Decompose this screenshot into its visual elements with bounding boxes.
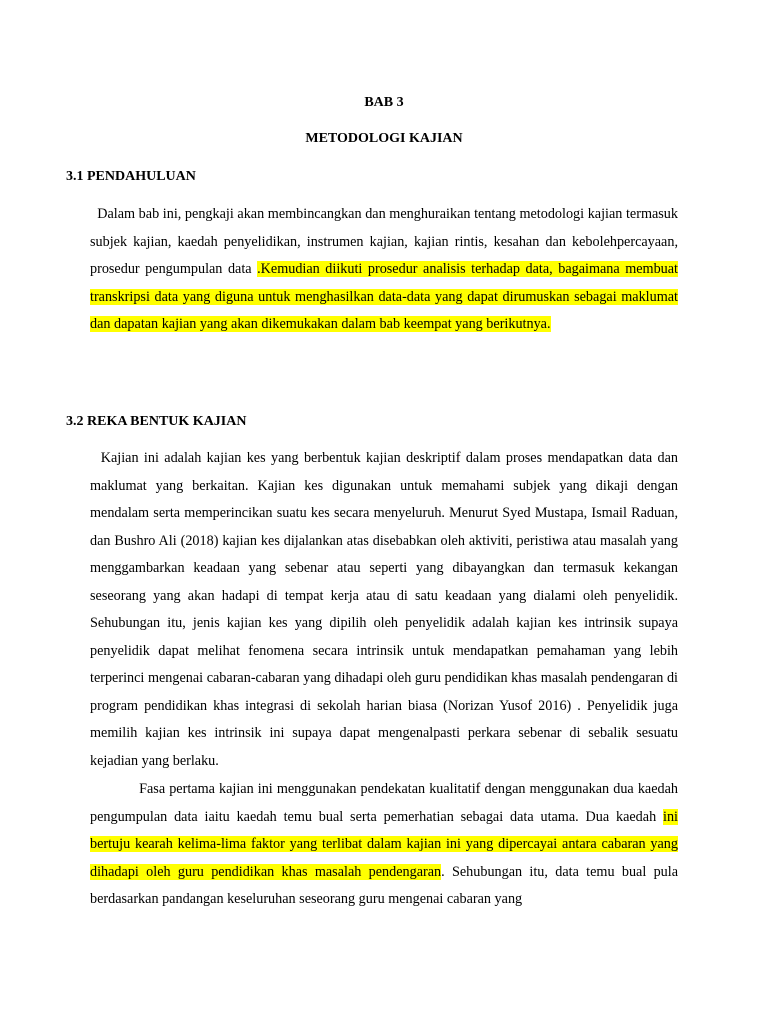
highlighted-text: .Kemudian diikuti prosedur analisis terhadap data, bagaimana membuat transkripsi data yang diguna untuk menghasilkan data-data yang dapat dirumuskan sebagai maklumat dan dapatan kajian yang akan dikemukakan dalam bab keempat yang berikutnya.	[90, 261, 678, 332]
paragraph-text: Fasa pertama kajian ini menggunakan pendekatan kualitatif dengan menggunakan dua kaedah pengumpulan data iaitu kaedah temu bual serta pemerhatian sebagai data utama. Dua kaedah	[90, 781, 678, 825]
paragraph-kajian-kes	[90, 445, 678, 775]
paragraph-text: . Sehubungan itu, data temu bual pula berdasarkan pandangan keseluruhan seseorang guru mengenai cabaran yang	[90, 863, 679, 907]
paragraph-text: Dalam bab ini, pengkaji akan membincangkan dan menghuraikan tentang metodologi kajian termasuk subjek kajian, kaedah penyelidikan, instrumen kajian, kajian rintis, kesahan dan kebolehpercayaan, prosedur pengumpulan data	[90, 206, 678, 277]
chapter-title: METODOLOGI KAJIAN	[305, 131, 463, 146]
chapter-label: BAB 3	[364, 95, 404, 110]
section-heading-pendahuluan: 3.1 PENDAHULUAN	[66, 169, 196, 184]
paragraph-text: Kajian ini adalah kajian kes yang berbentuk kajian deskriptif dalam proses mendapatkan data dan maklumat yang berkaitan. Kajian kes digunakan untuk memahami subjek yang dikaji dengan mendalam serta memperincikan suatu kes secara menyeluruh. Menurut Syed Mustapa, Ismail Raduan, dan Bushro Ali (2018) kajian kes dijalankan atas disebabkan oleh aktiviti, peristiwa atau masalah yang menggambarkan keadaan yang sebenar atau seperti yang dibayangkan dan termasuk kekangan seseorang yang akan hadapi di tempat kerja atau di satu keadaan yang dialami oleh penyelidik. Sehubungan itu, jenis kajian kes yang dipilih oleh penyelidik adalah kajian kes intrinsik supaya penyelidik dapat melihat fenomena secara intrinsik untuk mendapatkan pemahaman yang lebih terperinci mengenai cabaran-cabaran yang dihadapi oleh guru pendidikan khas masalah pendengaran di program pendidikan khas integrasi di sekolah harian biasa (Norizan Yusof 2016) . Penyelidik juga memilih kajian kes intrinsik ini supaya dapat mengenalpasti perkara sebenar di sebalik sesuatu kejadian yang berlaku.	[90, 450, 678, 769]
paragraph-pendahuluan	[90, 201, 678, 339]
paragraph-fasa-pertama	[90, 776, 678, 914]
highlighted-text: ini bertuju kearah kelima-lima faktor yang terlibat dalam kajian ini yang dipercayai antara cabaran yang dihadapi oleh guru pendidikan khas masalah pendengaran	[90, 808, 678, 880]
section-heading-reka-bentuk: 3.2 REKA BENTUK KAJIAN	[66, 414, 247, 429]
